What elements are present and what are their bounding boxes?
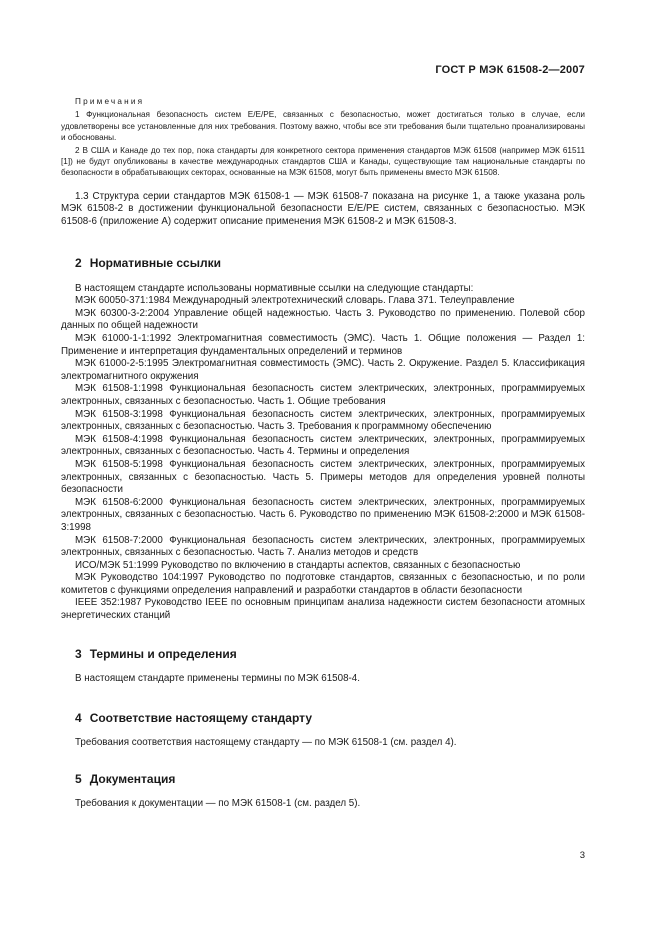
notes-block (61, 96, 585, 179)
section-5-number: 5 (75, 771, 82, 786)
note-1: 1 Функциональная безопасность систем Е/Е/РЕ, связанных с безопасностью, может достигаться только в случае, если удовлетворены все установленные для них требования. Поэтому важно, чтобы все эти требования были тщательно проанализированы и обоснованы. (61, 110, 585, 143)
section-2-number: 2 (75, 255, 82, 270)
section-4-title: Соответствие настоящему стандарту (89, 711, 312, 726)
section-3-text: В настоящем стандарте применены термины по МЭК 61508-4. (75, 672, 360, 684)
reference-item: МЭК 61000-2-5:1995 Электромагнитная совместимость (ЭМС). Часть 2. Окружение. Раздел 5. Классификация электромагнитного окружения (61, 358, 585, 382)
standard-code-header: ГОСТ Р МЭК 61508-2—2007 (435, 64, 585, 76)
section-4-number: 4 (75, 711, 82, 726)
page-number: 3 (579, 850, 585, 861)
section-5-body (61, 798, 585, 811)
reference-item: МЭК 60050-371:1984 Международный электротехнический словарь. Глава 371. Телеуправление (75, 295, 515, 307)
section-3-title: Термины и определения (89, 646, 237, 661)
reference-item: МЭК 61508-1:1998 Функциональная безопасность систем электрических, электронных, программируемых электронных, связанных с безопасностью. Часть 1. Общие требования (61, 383, 585, 407)
reference-item: МЭК Руководство 104:1997 Руководство по подготовке стандартов, связанных с безопасностью, и по роли комитетов с функциями определения направлений и разработки стандартов в области безопасности (61, 572, 585, 596)
section-3-heading (75, 647, 585, 661)
references-intro: В настоящем стандарте использованы нормативные ссылки на следующие стандарты: (75, 282, 474, 294)
section-4-heading (75, 711, 585, 725)
section-5-text: Требования к документации — по МЭК 61508-1 (см. раздел 5). (75, 797, 361, 809)
note-2: 2 В США и Канаде до тех пор, пока стандарты для конкретного сектора применения стандартов МЭК 61508 (например МЭК 61511 [1]) не будут опубликованы в качестве международных стандартов США и Канады, существующие там национальные стандарты по безопасности в обрабатывающих секторах, основанные на МЭК 61508, могут быть применены вместо МЭК 61508. (61, 145, 585, 178)
reference-item: МЭК 61508-7:2000 Функциональная безопасность систем электрических, электронных, программируемых электронных, связанных с безопасностью. Часть 7. Анализ методов и средств (61, 534, 585, 559)
reference-item: МЭК 61508-5:1998 Функциональная безопасность систем электрических, электронных, программируемых электронных, связанных с безопасностью. Часть 5. Примеры методов для определения уровней полноты безопасности (61, 458, 585, 496)
section-4-text: Требования соответствия настоящему стандарту — по МЭК 61508-1 (см. раздел 4). (75, 737, 457, 749)
notes-title: Примечания (75, 97, 145, 106)
section-5-heading (75, 772, 585, 786)
section-5-title: Документация (89, 771, 176, 786)
reference-item: МЭК 61508-6:2000 Функциональная безопасность систем электрических, электронных, программируемых электронных, связанных с безопасностью. Часть 6. Руководство по применению МЭК 61508-2:2000 и МЭК 61508-3:1998 (61, 496, 585, 533)
section-4-body (61, 737, 585, 750)
reference-item: МЭК 60300-3-2:2004 Управление общей надежностью. Часть 3. Руководство по применению. Полевой сбор данных по общей надежности (61, 307, 585, 332)
reference-item: МЭК 61508-3:1998 Функциональная безопасность систем электрических, электронных, программируемых электронных, связанных с безопасностью. Часть 3. Требования к программному обеспечению (61, 408, 585, 433)
section-3-number: 3 (75, 646, 82, 661)
reference-item: IEEE 352:1987 Руководство IEEE по основным принципам анализа надежности систем безопасности атомных энергетических станций (61, 597, 585, 622)
section-2-heading (75, 256, 585, 270)
section-3-body (61, 673, 585, 686)
normative-references (61, 283, 585, 623)
paragraph-1-3-block (61, 191, 585, 229)
reference-item: ИСО/МЭК 51:1999 Руководство по включению в стандарты аспектов, связанных с безопасностью (75, 559, 521, 571)
reference-item: МЭК 61000-1-1:1992 Электромагнитная совместимость (ЭМС). Часть 1. Общие положения — Раздел 1: Применение и интерпретация фундаментальных определений и терминов (61, 333, 585, 357)
section-2-title: Нормативные ссылки (89, 255, 221, 270)
reference-item: МЭК 61508-4:1998 Функциональная безопасность систем электрических, электронных, программируемых электронных, связанных с безопасностью. Часть 4. Термины и определения (61, 433, 585, 458)
page-content (61, 96, 585, 810)
paragraph-1-3: 1.3 Структура серии стандартов МЭК 61508-1 — МЭК 61508-7 показана на рисунке 1, а также указана роль МЭК 61508-2 в достижении функциональной безопасности Е/Е/РЕ систем, связанных с безопасностью. МЭК 61508-6 (приложение А) содержит описание применения МЭК 61508-2 и МЭК 61508-3. (61, 190, 585, 228)
